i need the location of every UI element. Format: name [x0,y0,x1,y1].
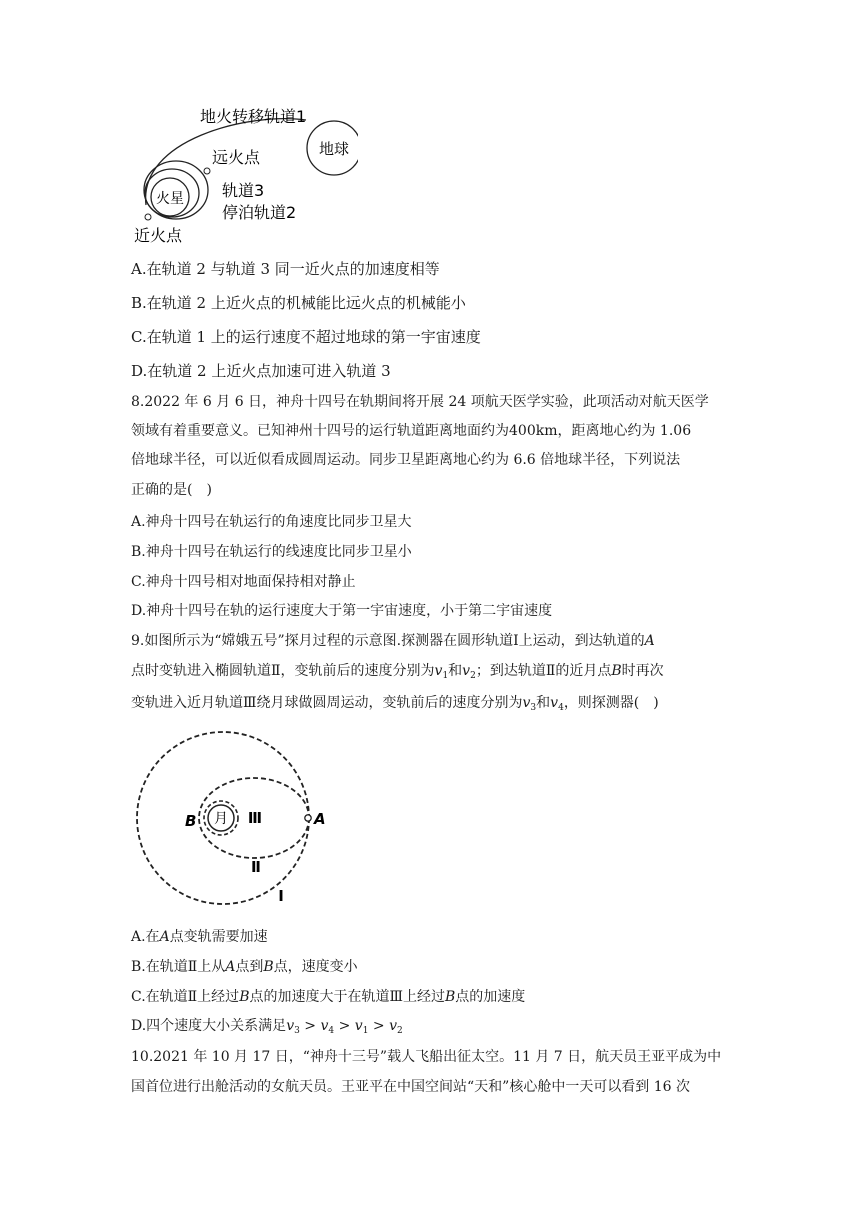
orbit3-label: 轨道3 [222,181,265,200]
q9-stem-line3: 变轨进入近月轨道Ⅲ绕月球做圆周运动，变轨前后的速度分别为$v_3$和$v_4$，则探测器( ) [131,695,659,713]
apoapsis-point [204,168,210,174]
q9-stem-line1: 9.如图所示为“嫦娥五号”探月过程的示意图.探测器在圆形轨道Ⅰ上运动，到达轨道的A [131,633,655,649]
q7-option-a: A.在轨道 2 与轨道 3 同一近火点的加速度相等 [131,260,440,278]
q10-stem-line1: 10.2021 年 10 月 17 日，“神舟十三号”载人飞船出征太空。11 月 7 日，航天员王亚平成为中 [131,1049,722,1065]
orbit2-label: 停泊轨道2 [222,203,297,222]
mars-label: 火星 [156,191,184,207]
q8-stem-line2: 领域有着重要意义。已知神州十四号的运行轨道距离地面约为400km，距离地心约为 1.06 [131,423,692,439]
q8-option-b: B.神舟十四号在轨运行的线速度比同步卫星小 [131,544,412,560]
q9-stem-line2: 点时变轨进入椭圆轨道Ⅱ，变轨前后的速度分别为$v_1$和$v_2$；到达轨道Ⅱ的近月点B时再次 [131,663,664,681]
q8-option-a: A.神舟十四号在轨运行的角速度比同步卫星大 [131,514,412,530]
q8-option-c: C.神舟十四号相对地面保持相对静止 [131,574,356,590]
orbit-II-label: Ⅱ [251,858,261,876]
periapsis-point [145,214,151,220]
q7-option-d: D.在轨道 2 上近火点加速可进入轨道 3 [131,362,391,380]
point-a-marker [305,815,311,821]
orbit-III-label: Ⅲ [247,809,263,827]
earth-label: 地球 [318,140,350,158]
point-b-label: B [185,812,197,830]
moon-label: 月 [214,811,228,827]
orbit-I-label: Ⅰ [278,887,284,905]
mars-orbit-figure [128,100,358,250]
point-a-label: A [314,810,326,828]
q8-stem-line1: 8.2022 年 6 月 6 日，神舟十四号在轨期间将开展 24 项航天医学实验，此项活动对航天医学 [131,394,709,410]
q8-orbit-height: 400km [509,423,558,439]
q7-option-c: C.在轨道 1 上的运行速度不超过地球的第一宇宙速度 [131,328,481,346]
q8-stem-line3: 倍地球半径，可以近似看成圆周运动。同步卫星距离地心约为 6.6 倍地球半径，下列说法 [131,452,681,468]
q7-option-b: B.在轨道 2 上近火点的机械能比远火点的机械能小 [131,294,466,312]
q9-option-c: C.在轨道Ⅱ上经过B点的加速度大于在轨道Ⅲ上经过B点的加速度 [131,989,526,1005]
lunar-orbit-figure [130,725,340,915]
q9-option-b: B.在轨道Ⅱ上从A点到B点，速度变小 [131,959,358,975]
periapsis-label: 近火点 [134,226,183,245]
orbit1-label: 地火转移轨道1 [200,107,307,126]
q9-option-d: D.四个速度大小关系满足$v_3 > v_4 > v_1 > v_2$ [131,1018,403,1036]
q8-stem-line4: 正确的是( ) [131,482,212,498]
q9-option-a: A.在A点变轨需要加速 [131,929,268,945]
apoapsis-label: 远火点 [212,148,261,167]
q10-stem-line2: 国首位进行出舱活动的女航天员。王亚平在中国空间站“天和”核心舱中一天可以看到 16 次 [131,1079,691,1095]
q8-option-d: D.神舟十四号在轨的运行速度大于第一宇宙速度，小于第二宇宙速度 [131,603,553,619]
